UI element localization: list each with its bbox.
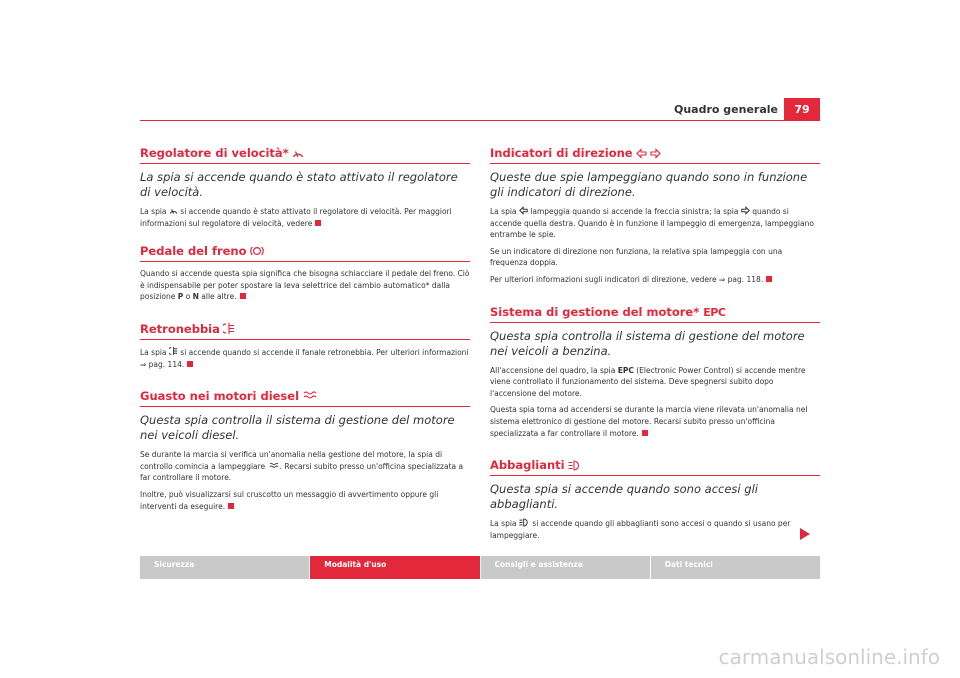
turn-right-icon xyxy=(741,206,750,215)
high-beam-icon xyxy=(568,460,582,471)
tab-dati-tecnici[interactable]: Dati tecnici xyxy=(651,556,820,579)
high-beam-icon xyxy=(519,518,530,527)
section-title-high-beam: Abbaglianti xyxy=(490,458,820,476)
left-column xyxy=(140,146,470,517)
page-number: 79 xyxy=(784,98,820,120)
section-title-diesel-fault: Guasto nei motori diesel xyxy=(140,389,470,407)
glow-plug-icon xyxy=(302,390,318,402)
section-title-brake-pedal: Pedale del freno xyxy=(140,244,470,262)
next-page-arrow-icon[interactable] xyxy=(800,528,810,540)
section-title-cruise-control: Regolatore di velocità* xyxy=(140,146,470,164)
footer-nav xyxy=(140,556,820,579)
header-title: Quadro generale xyxy=(674,103,778,116)
section-intro: Questa spia controlla il sistema di gestione del motore nei veicoli a benzina. xyxy=(490,328,805,358)
turn-left-icon xyxy=(519,206,528,215)
right-column xyxy=(490,146,820,546)
section-body: Se durante la marcia si verifica un'anomalia nella gestione del motore, la spia di controllo comincia a lampeggiare . Recarsi subito presso un'officina specializzata a far controllare il motore. xyxy=(140,450,464,483)
section-body: Se un indicatore di direzione non funziona, la relativa spia lampeggia con una frequenza doppia. xyxy=(490,246,783,268)
section-intro: Queste due spie lampeggiano quando sono in funzione gli indicatori di direzione. xyxy=(490,170,808,199)
section-intro: Questa spia si accende quando sono accesi gli abbaglianti. xyxy=(490,482,758,512)
section-body: La spia si accende quando si accende il fanale retronebbia. Per ulteriori informazioni ⇒ pag. 114. xyxy=(140,347,469,369)
end-mark xyxy=(187,361,193,367)
section-body: Inoltre, può visualizzarsi sul cruscotto un messaggio di avvertimento oppure gli interventi da eseguire. xyxy=(140,489,439,511)
tab-consigli-assistenza[interactable]: Consigli e assistenza xyxy=(481,556,650,579)
end-mark xyxy=(315,220,321,226)
section-body: Questa spia torna ad accendersi se durante la marcia viene rilevata un'anomalia nel sistema elettronico di gestione del motore. Recarsi subito presso un'officina specializzata a far controllare il motore. xyxy=(490,405,808,438)
section-body: La spia si accende quando è stato attivato il regolatore di velocità. Per maggiori informazioni sul regolatore di velocità, vedere xyxy=(140,207,452,228)
section-title-turn-signals: Indicatori di direzione xyxy=(490,146,820,164)
section-title-engine-management: Sistema di gestione del motore* EPC xyxy=(490,305,820,323)
section-body: Per ulteriori informazioni sugli indicatori di direzione, vedere ⇒ pag. 118. xyxy=(490,274,820,286)
section-title-rear-fog: Retronebbia xyxy=(140,322,470,340)
tab-modalita-duso[interactable]: Modalità d'uso xyxy=(310,556,479,579)
end-mark xyxy=(642,430,648,436)
epc-icon: EPC xyxy=(703,305,726,319)
section-body: La spia lampeggia quando si accende la freccia sinistra; la spia quando si accende quella destra. Quando è in funzione il lampeggio di emergenza, lampeggiano entrambe le spie. xyxy=(490,207,814,240)
turn-right-icon xyxy=(650,148,661,159)
section-body: Quando si accende questa spia significa che bisogna schiacciare il pedale del freno. Ciò è indispensabile per poter spostare la leva selettrice del cambio automatico* dalla posizione P o N alle altre. xyxy=(140,269,470,302)
end-mark xyxy=(228,503,234,509)
cruise-control-icon xyxy=(169,206,178,215)
end-mark xyxy=(766,276,772,282)
gear-position-n: N xyxy=(192,292,199,302)
rear-fog-light-icon xyxy=(169,346,178,356)
rear-fog-light-icon xyxy=(223,322,235,335)
section-body: La spia si accende quando gli abbaglianti sono accesi o quando si usano per lampeggiare. xyxy=(490,519,791,540)
cruise-control-icon xyxy=(292,147,304,159)
brake-pedal-icon xyxy=(250,245,264,257)
section-intro: La spia si accende quando è stato attivato il regolatore di velocità. xyxy=(140,170,458,199)
glow-plug-icon xyxy=(268,462,280,470)
watermark: carmanualsonline.info xyxy=(718,645,940,669)
epc-icon: EPC xyxy=(617,365,634,375)
gear-position-p: P xyxy=(177,292,184,302)
section-body: All'accensione del quadro, la spia EPC (Electronic Power Control) si accende mentre viene controllato il funzionamento del sistema. Deve spegnersi subito dopo l'accensione del motore. xyxy=(490,365,806,398)
end-mark xyxy=(240,293,246,299)
section-intro: Questa spia controlla il sistema di gestione del motore nei veicoli diesel. xyxy=(140,413,455,443)
tab-sicurezza[interactable]: Sicurezza xyxy=(140,556,309,579)
header-divider xyxy=(140,120,820,121)
turn-left-icon xyxy=(636,148,647,159)
